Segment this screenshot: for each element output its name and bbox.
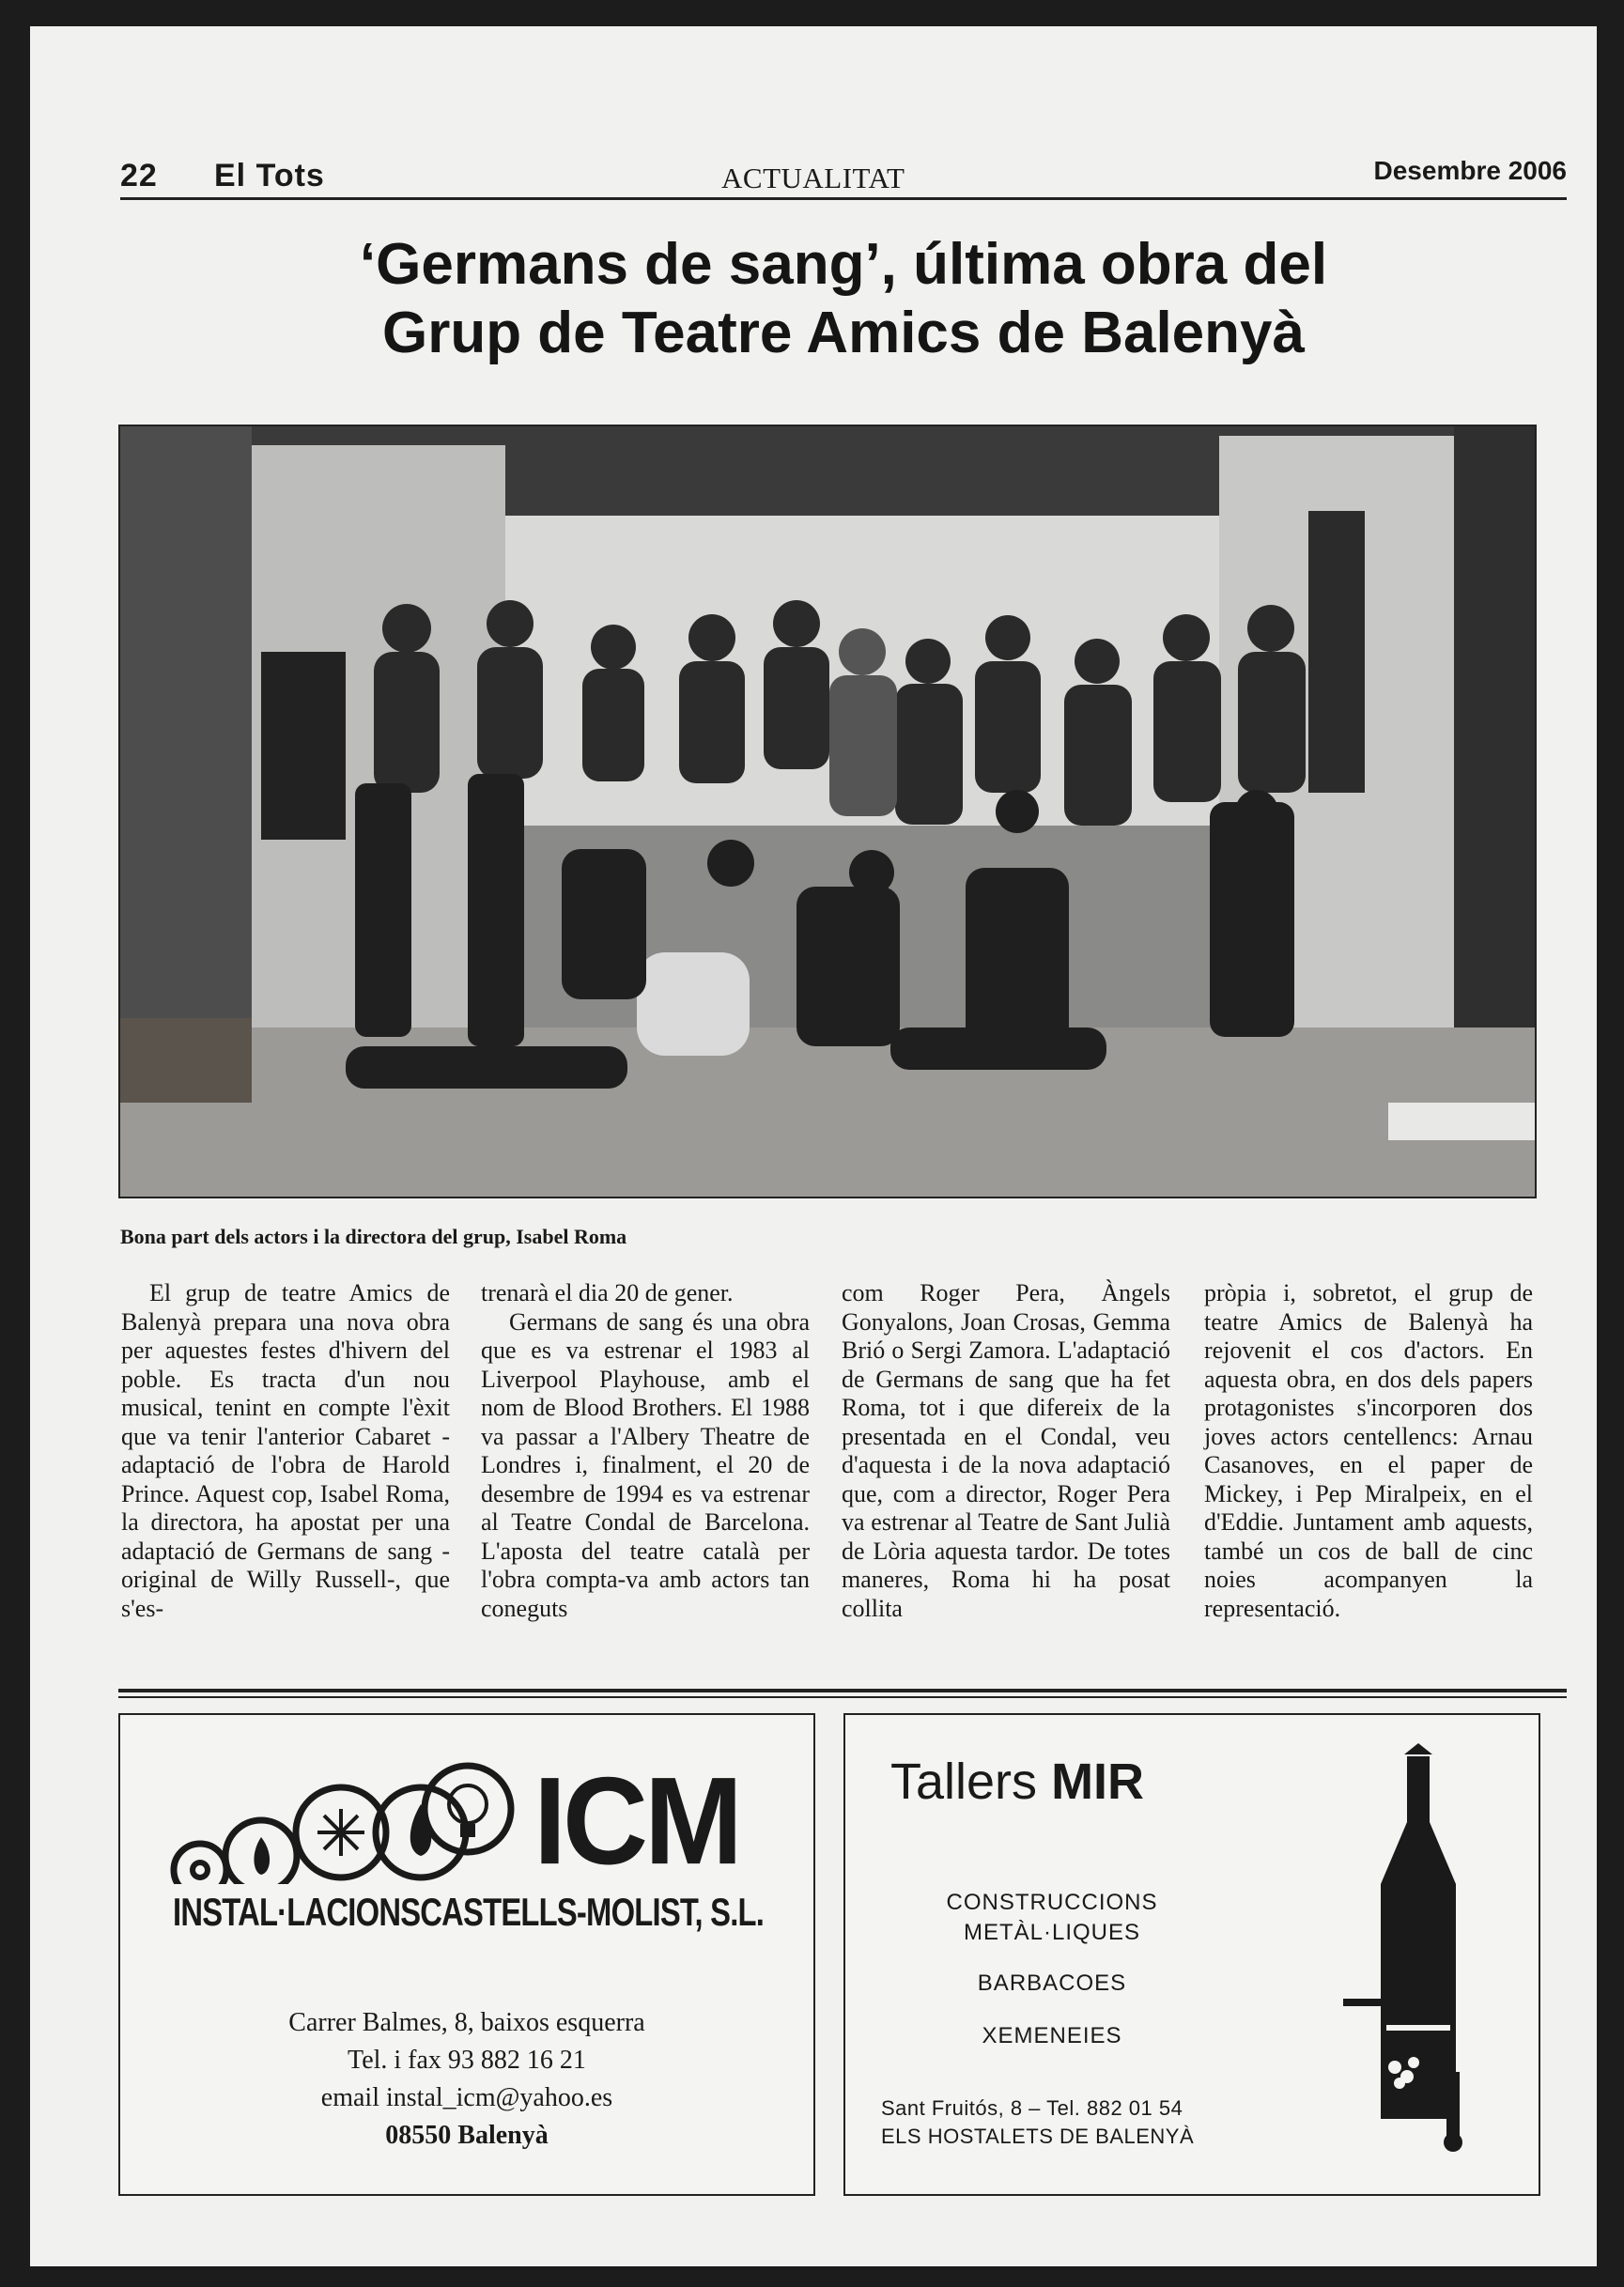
icm-tagline: INSTAL·LACIONSCASTELLS-MOLIST, S.L. [173, 1890, 765, 1934]
flame-icon [254, 1837, 270, 1875]
headline-line-1: ‘Germans de sang’, última obra del [359, 232, 1328, 297]
article-column-2 [481, 1279, 810, 1623]
page-number: 22 [120, 158, 158, 193]
mir-service: BARBACOES [977, 1970, 1127, 1996]
group-photo [118, 425, 1537, 1198]
mir-address: Sant Fruitós, 8 – Tel. 882 01 54 [881, 2096, 1183, 2120]
article-text: trenarà el dia 20 de gener. [481, 1279, 734, 1306]
icm-address: Carrer Balmes, 8, baixos esquerra [288, 2008, 645, 2037]
newspaper-page [30, 26, 1597, 2266]
article-column-3 [842, 1279, 1170, 1623]
page-header [120, 130, 1567, 200]
divider-rule [118, 1689, 1567, 1692]
advertisement-icm [118, 1713, 815, 2196]
photo-caption: Bona part dels actors i la directora del grup, Isabel Roma [120, 1225, 627, 1248]
article-text: pròpia i, sobretot, el grup de teatre Amics de Balenyà ha rejovenit el cos d'actors. En aquesta obra, en dos dels papers protagonistes s'incorporen dos joves actors centellencs: Arnau Casanoves, en el paper de Mickey, i Pep Miralpeix, en el d'Eddie. Juntament amb aquests, també un cos de ball de cinc noies acompanyen la representació. [1204, 1279, 1533, 1622]
mir-title-bold: MIR [1051, 1754, 1145, 1810]
icm-town: 08550 Balenyà [385, 2121, 549, 2150]
mir-service: XEMENEIES [982, 2023, 1122, 2048]
gear-icon [190, 1860, 210, 1880]
barbecue-chimney-icon [1324, 1743, 1512, 2166]
mir-title [890, 1753, 1144, 1811]
article-column-4 [1204, 1279, 1533, 1623]
mir-service: CONSTRUCCIONS [946, 1890, 1158, 1915]
mir-town: ELS HOSTALETS DE BALENYÀ [881, 2125, 1195, 2148]
divider-rule [118, 1696, 1567, 1698]
icm-email: email instal_icm@yahoo.es [320, 2083, 613, 2112]
icm-logo: ICM [534, 1751, 739, 1891]
mir-title-light: Tallers [890, 1754, 1038, 1810]
mir-service: METÀL·LIQUES [963, 1920, 1141, 1945]
snowflake-icon [317, 1809, 364, 1856]
section-name: ACTUALITAT [721, 162, 905, 194]
icm-phone: Tel. i fax 93 882 16 21 [348, 2046, 586, 2075]
publication-name: El Tots [214, 158, 325, 193]
article-text: El grup de teatre Amics de Balenyà prepara una nova obra per aquestes festes d'hivern del poble. Es tracta d'un nou musical, tenint en compte l'èxit que va tenir l'anterior Cabaret -adaptació de l'obra de Harold Prince. Aquest cop, Isabel Roma, la directora, ha apostat per una adaptació de Germans de sang -original de Willy Russell-, que s'es- [121, 1279, 450, 1622]
advertisement-tallers-mir [843, 1713, 1540, 2196]
article-column-1 [121, 1279, 450, 1623]
article-text: com Roger Pera, Àngels Gonyalons, Joan Crosas, Gemma Brió o Sergi Zamora. L'adaptació de Germans de sang que ha fet Roma, tot i que difereix de la presentada en el Condal, veu d'aquesta i de la nova adaptació que, com a director, Roger Pera va estrenar al Teatre de Sant Julià de Lòria aquesta tardor. De totes maneres, Roma hi ha posat collita [842, 1279, 1170, 1622]
theatre-group-photo-illustration [120, 426, 1535, 1197]
light-bulb-icon [421, 1762, 515, 1865]
article-text: Germans de sang és una obra que es va estrenar el 1983 al Liverpool Playhouse, amb el nom de Blood Brothers. El 1988 va passar a l'Albery Theatre de Londres i, finalment, el 20 de desembre de 1994 es va estrenar al Teatre Condal de Barcelona. L'aposta del teatre català per l'obra compta-va amb actors tan coneguts [481, 1307, 810, 1622]
article-headline [120, 231, 1567, 367]
headline-line-2: Grup de Teatre Amics de Balenyà [381, 300, 1305, 365]
issue-date: Desembre 2006 [1373, 156, 1567, 185]
